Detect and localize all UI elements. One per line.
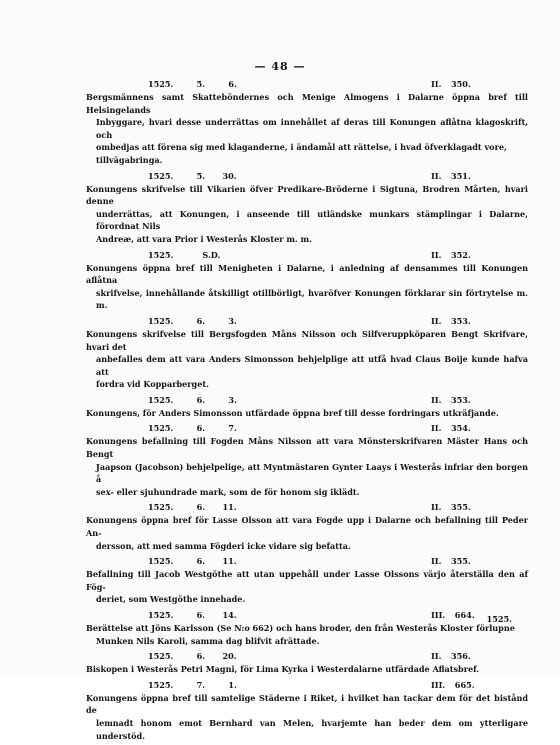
entry-date: 1525. 6. 3. xyxy=(148,394,237,405)
entry-dateline xyxy=(86,501,528,514)
entry-reference: II. 355. xyxy=(431,502,471,513)
entry-text-line: Bergsmännens samt Skatteböndernes och Menige Almogens i Dalarne öppna bref till Helsingelands xyxy=(86,92,528,115)
entry-text xyxy=(86,407,528,420)
entry-reference: II. 353. xyxy=(431,394,471,405)
entry-text-line: Konungens befallning till Fogden Måns Nilsson att vara Mönsterskrifvaren Mäster Hans och Bengt xyxy=(86,436,528,460)
entry-date: 1525. 5. 30. xyxy=(148,170,237,181)
entry-dateline xyxy=(86,78,528,91)
entry-text-line: Konungens öppna bref till Menigheten i Dalarne, i anledning af densammes till Konungen aflåtna xyxy=(86,262,528,286)
entry-dateline xyxy=(86,555,528,568)
entry-date: 1525. 7. 1. xyxy=(148,679,237,690)
entry-reference: II. 351. xyxy=(431,170,471,181)
entry-text xyxy=(86,183,528,246)
entry-text xyxy=(86,262,528,312)
archive-entry xyxy=(86,315,528,391)
entry-reference: II. 356. xyxy=(431,651,471,662)
entry-text-line: fordra vid Kopparberget. xyxy=(96,379,209,390)
entry-text-line: Berättelse att Jöns Karlsson (Se N:o 662) och hans broder, den från Westerås Kloster förlupne xyxy=(86,623,515,633)
entry-text-line: dersson, att med samma Fögderi icke vidare sig befatta. xyxy=(96,540,351,551)
entry-date: 1525. 6. 20. xyxy=(148,651,237,662)
entry-reference: II. 353. xyxy=(431,315,471,326)
page-header: — 48 — xyxy=(254,60,306,73)
archive-entry xyxy=(86,422,528,498)
entry-text xyxy=(86,514,528,552)
entry-text-line: anbefalles dem att vara Anders Simonsson behjelplige att utfå hvad Claus Boije kunde hafva att xyxy=(96,354,528,377)
archive-entry xyxy=(86,679,528,742)
entry-date: 1525. 6. 11. xyxy=(148,556,237,567)
entry-reference: II. 354. xyxy=(431,423,471,434)
entry-text-line: Andreæ, att vara Prior i Westerås Kloster m. m. xyxy=(96,233,312,244)
entry-date: 1525. 6. 3. xyxy=(148,315,237,326)
entry-text-line: Inbyggare, hvari desse underrättas om innehållet af deras till Konungen aflåtna klagoskrift, och xyxy=(96,117,528,140)
entry-dateline xyxy=(86,394,528,407)
entry-text-line: Biskopen i Westerås Petri Magni, för Lima Kyrka i Westerdalarne utfärdade Aflatsbref. xyxy=(86,664,480,675)
entry-dateline xyxy=(86,609,528,622)
entry-date: 1525. S.D. xyxy=(148,249,221,260)
entry-reference: II. 352. xyxy=(431,249,471,260)
entry-text xyxy=(86,568,528,606)
entry-text xyxy=(86,663,528,676)
entry-text-line: Konungens öppna bref för Lasse Olsson att vara Fogde upp i Dalarne och befallning till Peder An- xyxy=(86,515,528,539)
entry-dateline xyxy=(86,650,528,663)
archive-entry xyxy=(86,170,528,246)
entry-reference: III. 664. xyxy=(431,610,475,620)
entry-text-line: Jaapson (Jacobson) behjelpelige, att Myntmästaren Gynter Laays i Westerås infriar den borgen å xyxy=(96,461,528,485)
entry-text xyxy=(86,91,528,167)
entry-text-line: skrifvelse, innehållande åtskilligt otillbörligt, hvaröfver Konungen förklarar sin förtrytelse m. m. xyxy=(96,287,528,311)
entry-text-line: deriet, som Westgöthe innehade. xyxy=(96,594,246,605)
entry-text-line: ombedjas att förena sig med klaganderne, i ändamål att rättelse, i hvad öfverklagadt vore, xyxy=(96,142,507,153)
archive-entry xyxy=(86,249,528,312)
entry-dateline xyxy=(86,422,528,435)
entry-text-line: Konungens, för Anders Simonsson utfärdade öppna bref till desse fordringars utkräfjande. xyxy=(86,407,499,418)
archive-entry xyxy=(86,650,528,676)
entry-date: 1525. 6. 11. xyxy=(148,502,237,513)
archive-entry xyxy=(86,555,528,606)
entry-reference: II. 355. xyxy=(431,556,471,567)
entry-text-line: Konungens öppna bref till samtelige Städerne i Riket, i hvilket han tackar dem för det bistånd de xyxy=(86,692,528,716)
entry-dateline xyxy=(86,249,528,262)
entry-date: 1525. 6. 14. xyxy=(148,610,237,620)
entry-text-line: lemnadt honom emot Bernhard van Melen, hvarjemte han beder dem om ytterligare understöd. xyxy=(96,717,528,741)
entry-text xyxy=(86,622,528,647)
entry-text xyxy=(86,435,528,498)
entry-dateline xyxy=(86,315,528,328)
catchword: 1525. xyxy=(486,614,512,624)
entry-text-line: tillvägabringa. xyxy=(96,154,163,165)
entry-text-line: Konungens skrifvelse till Bergsfogden Måns Nilsson och Silfveruppköparen Bengt Skrifvare, hvari det xyxy=(86,328,528,352)
entry-dateline xyxy=(86,170,528,183)
archive-entry xyxy=(86,501,528,552)
archive-entry xyxy=(86,609,528,647)
entry-text-line: Befallning till Jacob Westgöthe att utan uppehåll under Lasse Olssons värjo återställa den af Fög- xyxy=(86,569,528,592)
archive-entry xyxy=(86,394,528,420)
archive-entry xyxy=(86,78,528,167)
entry-text-line: underrättas, att Konungen, i anseende till utländske munkars stämplingar i Dalarne, förordnat Nils xyxy=(96,208,528,232)
entry-date: 1525. 6. 7. xyxy=(148,423,237,434)
entry-reference: III. 665. xyxy=(431,679,475,690)
entry-text xyxy=(86,692,528,742)
entry-reference: II. 350. xyxy=(431,79,471,89)
entry-text-line: sex- eller sjuhundrade mark, som de för honom sig iklädt. xyxy=(96,486,360,497)
entry-text-line: Konungens skrifvelse till Vikarien öfver Predikare-Bröderne i Sigtuna, Brodren Mårten, hvari denne xyxy=(86,183,528,207)
entry-text xyxy=(86,328,528,391)
entry-dateline xyxy=(86,679,528,692)
entry-date: 1525. 5. 6. xyxy=(148,79,237,89)
entry-text-line: Munken Nils Karoli, samma dag blifvit afrättade. xyxy=(96,635,320,646)
entry-list xyxy=(86,78,528,745)
